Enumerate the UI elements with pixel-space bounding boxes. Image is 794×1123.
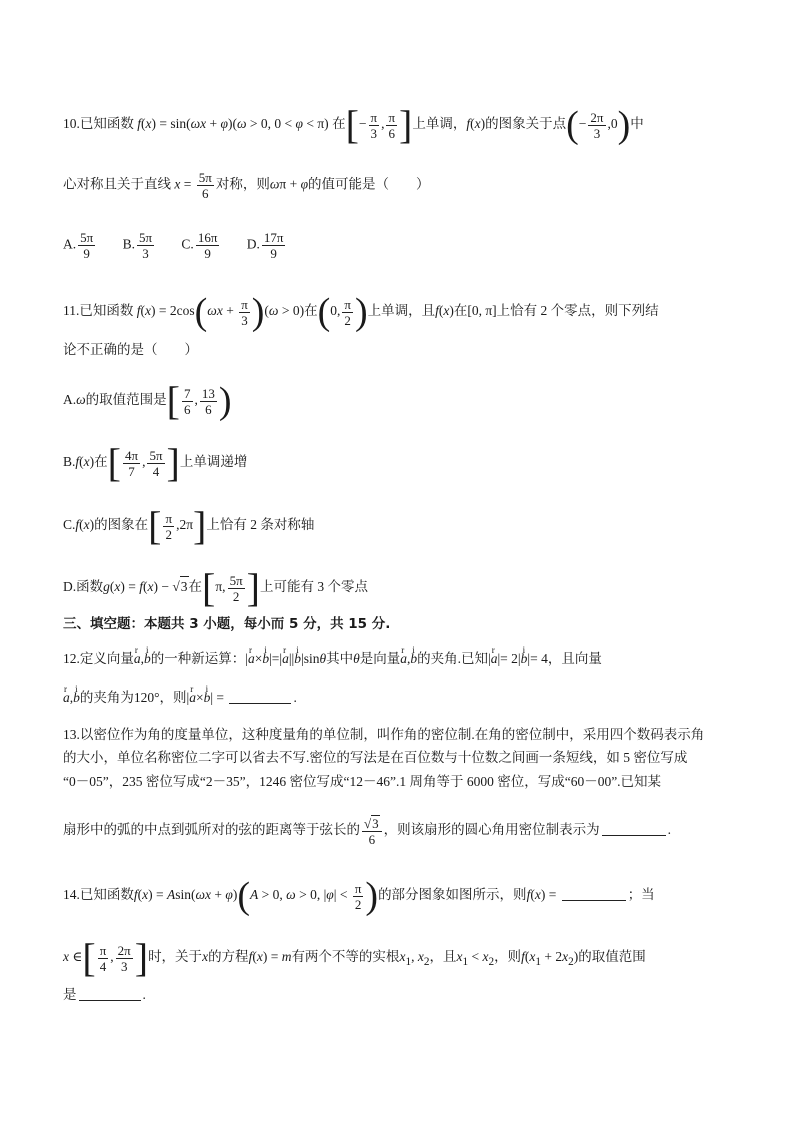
q12-line2: r a,i b的夹角为120°，则|r a×i b| = .: [63, 688, 297, 708]
q11-option-b[interactable]: B.f(x)在[ $\frac{4\pi}{7}$ , $\frac{5\pi}{4}$ ]上单调递增: [63, 440, 248, 485]
q10-interval-left: $\frac{\pi}{3}$: [370, 109, 378, 141]
q13-line2: 的大小，单位名称密位二字可以省去不写.密位的写法是在百位数与十位数之间画一条短线，如 5 密位写成: [63, 750, 688, 765]
q14-answer-blank-2[interactable]: [79, 986, 141, 1001]
q10-option-c[interactable]: C. $\frac{16\pi}{9}$: [181, 230, 218, 261]
q13-line4: 扇形中的弧的中点到弧所对的弦的距离等于弦长的 $\frac{√3}{6}$ ，则该扇形的圆心角用密位制表示为 .: [63, 816, 672, 847]
q14-line3: 是 .: [63, 987, 146, 1002]
q10-options: [63, 230, 309, 261]
q13-answer-blank[interactable]: [602, 821, 666, 836]
q11-line2: 论不正确的是（ ）: [63, 342, 198, 357]
q10-line1: 10.已知函数 f(x) = sin(ωx + φ)(ω > 0, 0 < φ < π) 在[− $\frac{\pi}{3}$ , $\frac{\pi}{6}$ ]上单调，f(x)的图象关于点(− $\frac{2\pi}{3}$ ,0)中: [63, 102, 644, 147]
q11-option-a[interactable]: A.ω的取值范围是[ $\frac{7}{6}$ , $\frac{13}{6}$ ): [63, 378, 232, 423]
q11-line1: 11.已知函数 f(x) = 2cos(ωx + $\frac{\pi}{3}$ )(ω > 0)在(0, $\frac{\pi}{2}$ )上单调，且f(x)在[0, π]上恰有 2 个零点，则下列结: [63, 291, 659, 333]
q13-ratio: $\frac{√3}{6}$: [362, 815, 382, 847]
q11-option-c[interactable]: C.f(x)的图象在[ $\frac{\pi}{2}$ ,2π]上恰有 2 条对称轴: [63, 503, 315, 548]
q12-answer-blank[interactable]: [229, 689, 291, 704]
q14-line1: 14.已知函数f(x) = Asin(ωx + φ)(A > 0, ω > 0, |φ| < $\frac{\pi}{2}$ )的部分图象如图所示，则f(x) = ；当: [63, 875, 655, 917]
q10-function-expr: f: [137, 116, 142, 132]
q14-line2: x ∈[ $\frac{\pi}{4}$ , $\frac{2\pi}{3}$ ]时，关于x的方程f(x) = m有两个不等的实根$x_1$, $x_2$，且$x_1 < x_2$，则$f(x_1 + 2x_2)$的取值范围: [63, 935, 646, 980]
q11-option-d[interactable]: D.函数g(x) = f(x) − √3在[π, $\frac{5\pi}{2}$ ]上可能有 3 个零点: [63, 565, 368, 610]
q10-option-b[interactable]: B. $\frac{5\pi}{3}$: [122, 230, 153, 261]
q10-option-a[interactable]: A. $\frac{5\pi}{9}$: [63, 230, 94, 261]
q10-option-d[interactable]: D. $\frac{17\pi}{9}$: [246, 230, 284, 261]
q10-line2: 心对称且关于直线 x = $\frac{5\pi}{6}$ 对称，则ωπ + φ的值可能是（ ）: [63, 170, 430, 201]
section3-heading: 三、填空题：本题共 3 小题，每小而 5 分，共 15 分.: [63, 616, 391, 632]
q14-answer-blank-1[interactable]: [562, 886, 626, 901]
q13-line1: 13.以密位作为角的度量单位，这种度量角的单位制，叫作角的密位制.在角的密位制中，采用四个数码表示角: [63, 727, 705, 742]
q13-line3: “0－05”，235 密位写成“2－35”，1246 密位写成“12－46”.1 周角等于 6000 密位，写成“60－00”.已知某: [63, 774, 662, 789]
q12-line1: 12.定义向量r a,i b的一种新运算：|r a×i b|=|r a||i b|sinθ其中θ是向量r a,i b的夹角.已知|r a|= 2|i b|= 4，且向量: [63, 649, 602, 669]
q10-point-x: $\frac{2\pi}{3}$: [590, 109, 604, 141]
q10-axis-value: $\frac{5\pi}{6}$: [198, 170, 212, 201]
